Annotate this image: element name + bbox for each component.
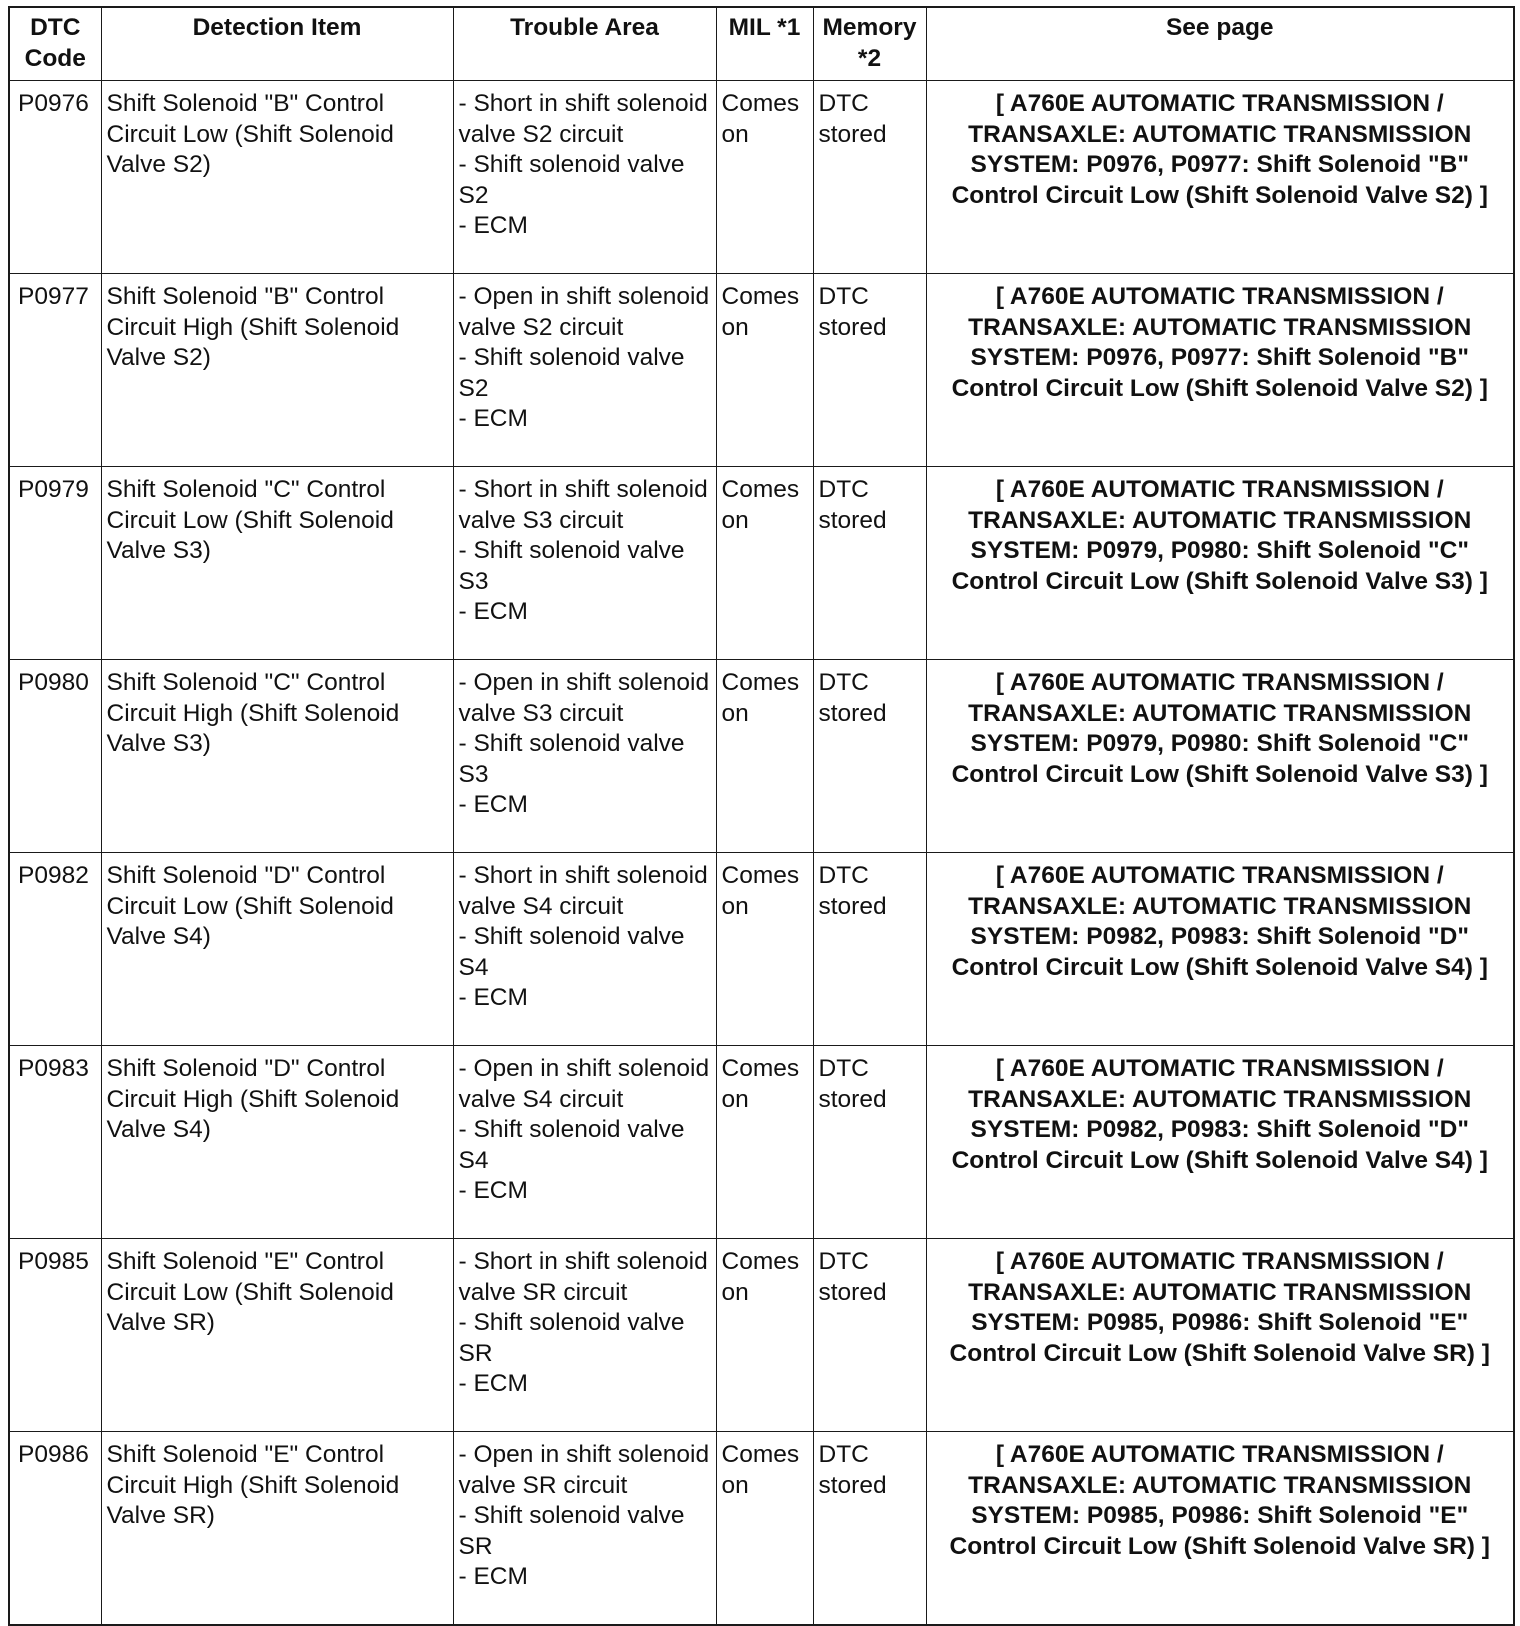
memory-cell: DTC stored xyxy=(813,660,926,853)
header-row xyxy=(9,7,1514,81)
trouble-area-cell xyxy=(453,274,716,467)
table-body xyxy=(9,81,1514,1625)
trouble-area-line: - Open in shift solenoid valve S2 circuit xyxy=(458,283,710,341)
trouble-area-line: - ECM xyxy=(458,984,528,1011)
see-page-link: [ A760E AUTOMATIC TRANSMISSION / TRANSAXLE: AUTOMATIC TRANSMISSION SYSTEM: P0976, P0977: Shift Solenoid "B" Control Circuit Low (Shift Solenoid Valve S2) ] xyxy=(926,274,1514,467)
dtc-code-cell: P0980 xyxy=(9,660,101,853)
detection-item-cell: Shift Solenoid "E" Control Circuit Low (Shift Solenoid Valve SR) xyxy=(101,1239,453,1432)
see-page-link: [ A760E AUTOMATIC TRANSMISSION / TRANSAXLE: AUTOMATIC TRANSMISSION SYSTEM: P0979, P0980: Shift Solenoid "C" Control Circuit Low (Shift Solenoid Valve S3) ] xyxy=(926,467,1514,660)
trouble-area-line: - Shift solenoid valve SR xyxy=(458,1309,685,1367)
trouble-area-line: - Shift solenoid valve S4 xyxy=(458,1116,685,1174)
trouble-area-line: - Open in shift solenoid valve SR circuit xyxy=(458,1441,710,1499)
header-see-page: See page xyxy=(926,7,1514,81)
trouble-area-cell xyxy=(453,1046,716,1239)
mil-cell: Comes on xyxy=(716,1432,813,1625)
trouble-area-cell xyxy=(453,467,716,660)
trouble-area-line: - Open in shift solenoid valve S3 circuit xyxy=(458,669,710,727)
dtc-code-cell: P0985 xyxy=(9,1239,101,1432)
trouble-area-line: - Shift solenoid valve S3 xyxy=(458,537,685,595)
detection-item-cell: Shift Solenoid "D" Control Circuit Low (Shift Solenoid Valve S4) xyxy=(101,853,453,1046)
memory-cell: DTC stored xyxy=(813,274,926,467)
memory-cell: DTC stored xyxy=(813,81,926,274)
dtc-table xyxy=(8,6,1515,1626)
memory-cell: DTC stored xyxy=(813,467,926,660)
table-row xyxy=(9,1239,1514,1432)
header-trouble-area: Trouble Area xyxy=(453,7,716,81)
trouble-area-cell xyxy=(453,853,716,1046)
detection-item-cell: Shift Solenoid "B" Control Circuit High (Shift Solenoid Valve S2) xyxy=(101,274,453,467)
dtc-code-cell: P0976 xyxy=(9,81,101,274)
trouble-area-cell xyxy=(453,1239,716,1432)
see-page-link: [ A760E AUTOMATIC TRANSMISSION / TRANSAXLE: AUTOMATIC TRANSMISSION SYSTEM: P0982, P0983: Shift Solenoid "D" Control Circuit Low (Shift Solenoid Valve S4) ] xyxy=(926,1046,1514,1239)
trouble-area-line: - ECM xyxy=(458,791,528,818)
see-page-link: [ A760E AUTOMATIC TRANSMISSION / TRANSAXLE: AUTOMATIC TRANSMISSION SYSTEM: P0985, P0986: Shift Solenoid "E" Control Circuit Low (Shift Solenoid Valve SR) ] xyxy=(926,1432,1514,1625)
table-header xyxy=(9,7,1514,81)
dtc-code-cell: P0977 xyxy=(9,274,101,467)
trouble-area-line: - Short in shift solenoid valve SR circuit xyxy=(458,1248,708,1306)
mil-cell: Comes on xyxy=(716,467,813,660)
trouble-area-line: - ECM xyxy=(458,1370,528,1397)
detection-item-cell: Shift Solenoid "C" Control Circuit High (Shift Solenoid Valve S3) xyxy=(101,660,453,853)
trouble-area-line: - ECM xyxy=(458,1563,528,1590)
table-row xyxy=(9,274,1514,467)
memory-cell: DTC stored xyxy=(813,1239,926,1432)
trouble-area-cell xyxy=(453,1432,716,1625)
detection-item-cell: Shift Solenoid "D" Control Circuit High (Shift Solenoid Valve S4) xyxy=(101,1046,453,1239)
mil-cell: Comes on xyxy=(716,660,813,853)
trouble-area-line: - Short in shift solenoid valve S2 circuit xyxy=(458,90,708,148)
mil-cell: Comes on xyxy=(716,1046,813,1239)
table-row xyxy=(9,660,1514,853)
header-dtc-code: DTC Code xyxy=(9,7,101,81)
memory-cell: DTC stored xyxy=(813,1432,926,1625)
header-mil: MIL *1 xyxy=(716,7,813,81)
dtc-code-cell: P0983 xyxy=(9,1046,101,1239)
dtc-code-cell: P0982 xyxy=(9,853,101,1046)
memory-cell: DTC stored xyxy=(813,853,926,1046)
dtc-code-cell: P0986 xyxy=(9,1432,101,1625)
trouble-area-line: - Open in shift solenoid valve S4 circuit xyxy=(458,1055,710,1113)
header-memory: Memory *2 xyxy=(813,7,926,81)
trouble-area-line: - ECM xyxy=(458,1177,528,1204)
see-page-link: [ A760E AUTOMATIC TRANSMISSION / TRANSAXLE: AUTOMATIC TRANSMISSION SYSTEM: P0982, P0983: Shift Solenoid "D" Control Circuit Low (Shift Solenoid Valve S4) ] xyxy=(926,853,1514,1046)
table-row xyxy=(9,853,1514,1046)
table-row xyxy=(9,1046,1514,1239)
trouble-area-line: - ECM xyxy=(458,598,528,625)
header-detection-item: Detection Item xyxy=(101,7,453,81)
trouble-area-line: - Short in shift solenoid valve S4 circuit xyxy=(458,862,708,920)
trouble-area-line: - Shift solenoid valve S2 xyxy=(458,344,685,402)
trouble-area-line: - Shift solenoid valve S4 xyxy=(458,923,685,981)
detection-item-cell: Shift Solenoid "B" Control Circuit Low (Shift Solenoid Valve S2) xyxy=(101,81,453,274)
trouble-area-line: - Shift solenoid valve S3 xyxy=(458,730,685,788)
see-page-link: [ A760E AUTOMATIC TRANSMISSION / TRANSAXLE: AUTOMATIC TRANSMISSION SYSTEM: P0976, P0977: Shift Solenoid "B" Control Circuit Low (Shift Solenoid Valve S2) ] xyxy=(926,81,1514,274)
mil-cell: Comes on xyxy=(716,853,813,1046)
trouble-area-line: - Shift solenoid valve SR xyxy=(458,1502,685,1560)
trouble-area-line: - Shift solenoid valve S2 xyxy=(458,151,685,209)
detection-item-cell: Shift Solenoid "C" Control Circuit Low (Shift Solenoid Valve S3) xyxy=(101,467,453,660)
mil-cell: Comes on xyxy=(716,1239,813,1432)
dtc-code-cell: P0979 xyxy=(9,467,101,660)
memory-cell: DTC stored xyxy=(813,1046,926,1239)
see-page-link: [ A760E AUTOMATIC TRANSMISSION / TRANSAXLE: AUTOMATIC TRANSMISSION SYSTEM: P0985, P0986: Shift Solenoid "E" Control Circuit Low (Shift Solenoid Valve SR) ] xyxy=(926,1239,1514,1432)
detection-item-cell: Shift Solenoid "E" Control Circuit High (Shift Solenoid Valve SR) xyxy=(101,1432,453,1625)
trouble-area-cell xyxy=(453,660,716,853)
see-page-link: [ A760E AUTOMATIC TRANSMISSION / TRANSAXLE: AUTOMATIC TRANSMISSION SYSTEM: P0979, P0980: Shift Solenoid "C" Control Circuit Low (Shift Solenoid Valve S3) ] xyxy=(926,660,1514,853)
table-row xyxy=(9,81,1514,274)
trouble-area-cell xyxy=(453,81,716,274)
trouble-area-line: - ECM xyxy=(458,405,528,432)
table-row xyxy=(9,1432,1514,1625)
mil-cell: Comes on xyxy=(716,274,813,467)
table-row xyxy=(9,467,1514,660)
trouble-area-line: - Short in shift solenoid valve S3 circuit xyxy=(458,476,708,534)
mil-cell: Comes on xyxy=(716,81,813,274)
trouble-area-line: - ECM xyxy=(458,212,528,239)
